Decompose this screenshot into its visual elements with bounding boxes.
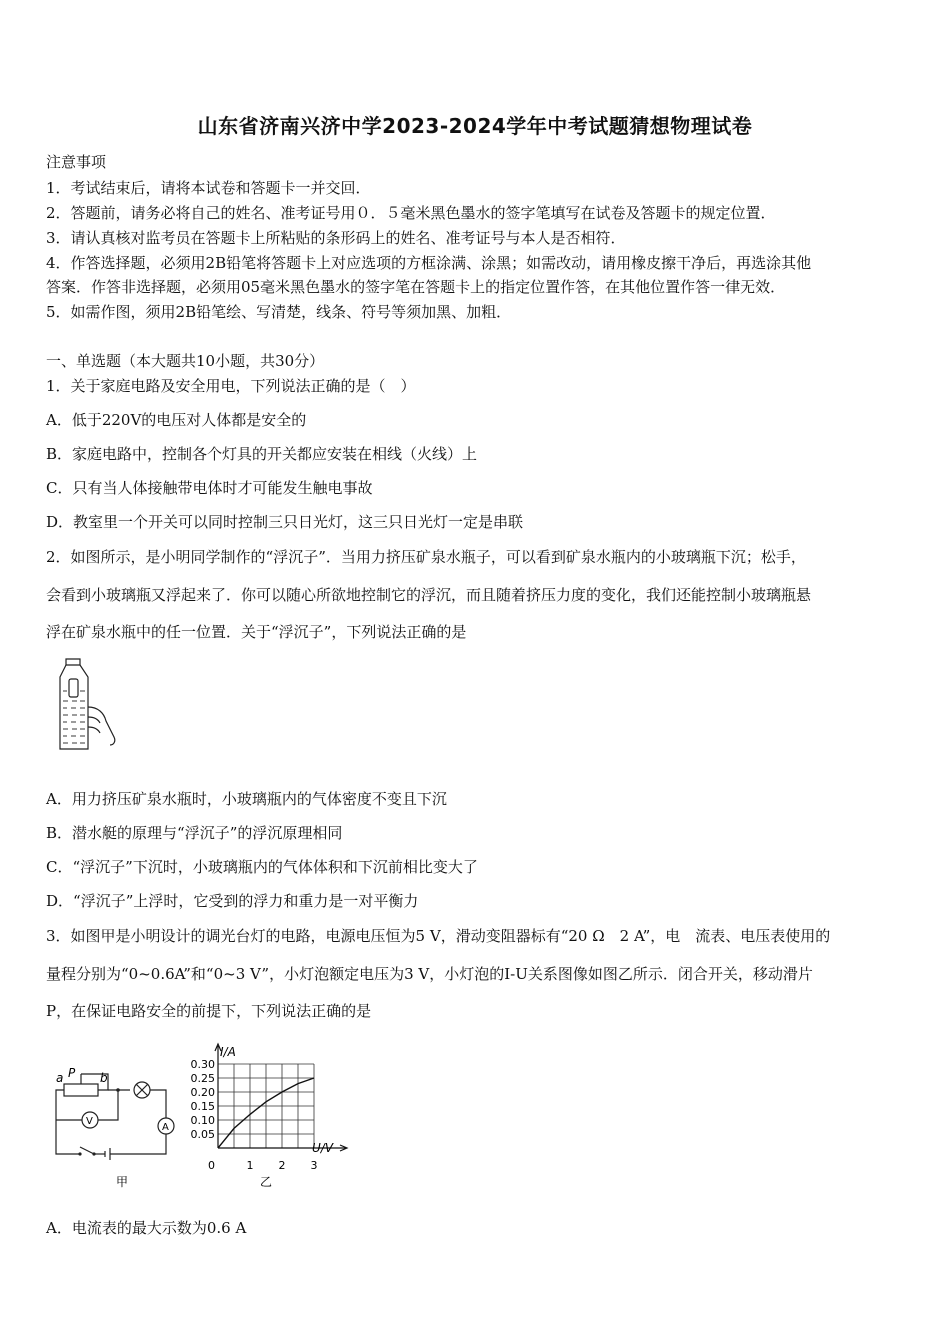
page-title: 山东省济南兴济中学2023-2024学年中考试题猜想物理试卷 — [197, 114, 753, 138]
option-a: A．电流表的最大示数为0.6 A — [46, 1219, 247, 1237]
option-d: D．教室里一个开关可以同时控制三只日光灯，这三只日光灯一定是串联 — [46, 513, 524, 531]
water-hatch — [63, 691, 85, 743]
label-a: a — [56, 1071, 64, 1085]
question-stem: 3．如图甲是小明设计的调光台灯的电路，电源电压恒为5 V，滑动变阻器标有“20 Ω 2 A”，电 流表、电压表使用的 — [46, 927, 831, 945]
option-d: D．“浮沉子”上浮时，它受到的浮力和重力是一对平衡力 — [46, 892, 419, 910]
finger — [88, 717, 100, 723]
switch — [80, 1147, 94, 1154]
notice-item: 3．请认真核对监考员在答题卡上所粘贴的条形码上的姓名、准考证号与本人是否相符． — [46, 229, 626, 247]
question-stem: 量程分别为“0~0.6A”和“0~3 V”，小灯泡额定电压为3 V，小灯泡的I-U关系图像如图乙所示．闭合开关，移动滑片 — [46, 965, 813, 983]
option-a: A．低于220V的电压对人体都是安全的 — [46, 411, 307, 429]
y-tick-label: 0.05 — [190, 1128, 215, 1141]
question-stem: 1．关于家庭电路及安全用电，下列说法正确的是（ ） — [46, 377, 416, 395]
y-tick-label: 0.25 — [190, 1072, 215, 1085]
small-vial — [69, 679, 78, 697]
x-tick-label: 2 — [278, 1159, 286, 1172]
question-stem: 浮在矿泉水瓶中的任一位置．关于“浮沉子”，下列说法正确的是 — [46, 623, 467, 641]
y-tick-label: 0.10 — [190, 1114, 215, 1127]
question-stem: P，在保证电路安全的前提下，下列说法正确的是 — [46, 1002, 372, 1020]
question-stem: 2．如图所示，是小明同学制作的“浮沉子”．当用力挤压矿泉水瓶子，可以看到矿泉水瓶内的小玻璃瓶下沉；松手， — [46, 548, 806, 566]
option-b: B．家庭电路中，控制各个灯具的开关都应安装在相线（火线）上 — [46, 445, 478, 463]
rheostat — [64, 1084, 98, 1096]
notice-item: 5．如需作图，须用2B铅笔绘、写清楚，线条、符号等须加黑、加粗． — [46, 303, 512, 321]
label-p: P — [68, 1066, 76, 1080]
x-tick-label: 1 — [246, 1159, 254, 1172]
notice-item: 4．作答选择题，必须用2B铅笔将答题卡上对应选项的方框涂满、涂黑；如需改动，请用橡皮擦干净后，再选涂其他 — [46, 254, 812, 272]
question-stem: 会看到小玻璃瓶又浮起来了．你可以随心所欲地控制它的浮沉，而且随着挤压力度的变化，我们还能控制小玻璃瓶悬 — [46, 586, 812, 604]
circuit-caption: 甲 — [116, 1175, 129, 1189]
y-axis-label: I/A — [220, 1045, 236, 1059]
notice-item: 1．考试结束后，请将本试卷和答题卡一并交回． — [46, 179, 371, 197]
option-c: C．“浮沉子”下沉时，小玻璃瓶内的气体体积和下沉前相比变大了 — [46, 858, 478, 876]
graph-caption: 乙 — [260, 1175, 273, 1189]
option-a: A．用力挤压矿泉水瓶时，小玻璃瓶内的气体密度不变且下沉 — [46, 790, 447, 808]
notice-item: 2．答题前，请务必将自己的姓名、准考证号用０．５毫米黑色墨水的签字笔填写在试卷及答题卡的规定位置． — [46, 204, 776, 222]
notice-item: 答案．作答非选择题，必须用05毫米黑色墨水的签字笔在答题卡上的指定位置作答，在其他位置作答一律无效． — [46, 278, 786, 296]
bottle-figure — [52, 655, 124, 753]
origin-label: 0 — [208, 1159, 215, 1172]
y-tick-label: 0.20 — [190, 1086, 215, 1099]
x-tick-label: 3 — [310, 1159, 318, 1172]
x-axis-label: U/V — [312, 1141, 334, 1155]
finger — [88, 727, 100, 733]
option-b: B．潜水艇的原理与“浮沉子”的浮沉原理相同 — [46, 824, 343, 842]
iu-graph — [186, 1038, 356, 1194]
circuit-diagram — [50, 1062, 190, 1192]
label-b: b — [100, 1071, 108, 1085]
ammeter-label: A — [162, 1122, 169, 1133]
hand — [88, 707, 115, 745]
notice-heading: 注意事项 — [46, 153, 107, 171]
bottle-cap — [66, 659, 80, 665]
y-tick-label: 0.30 — [190, 1058, 215, 1071]
option-c: C．只有当人体接触带电体时才可能发生触电事故 — [46, 479, 373, 497]
section-heading: 一、单选题（本大题共10小题，共30分） — [46, 352, 325, 370]
voltmeter-label: V — [86, 1116, 93, 1127]
y-tick-label: 0.15 — [190, 1100, 215, 1113]
